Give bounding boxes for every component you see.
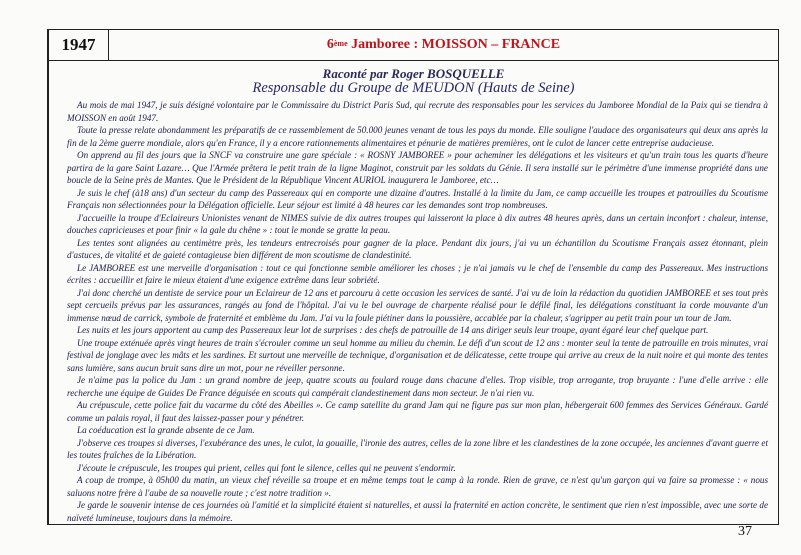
ordinal-number: 6 [326,37,334,52]
paragraph: Toute la presse relate abondamment les préparatifs de ce rassemblement de 50.000 jeunes venant de tous les pays du monde. Elle souligne l'audace des organisateurs qui deux ans après la fin de la 2ème guerre mondiale, alors qu'en France, il y a encore rationnements alimentaires et pénurie de matières premières, ont le culot de lancer cette entreprise audacieuse. [67,125,768,148]
paragraph: Je garde le souvenir intense de ces journées où l'amitié et la simplicité étaient si naturelles, et aussi la fraternité en action concrète, le sentiment que rien n'est impossible, avec une sorte de naïveté lumineuse, toujours dans la mémoire. [67,500,768,523]
page-number: 37 [738,524,752,539]
story-body [67,99,768,524]
paragraph: Les nuits et les jours apportent au camp des Passereaux leur lot de surprises : des chefs de patrouille de 14 ans diriger seuls leur troupe, ayant égaré leur chef quelque part. [77,325,709,335]
paragraph: J'accueille la troupe d'Eclaireurs Unionistes venant de NIMES suivie de dix autres troupes qui laisseront la place à dix autres 48 heures après, dans un certain inconfort : chaleur, intense, douches capricieuses et pour finir « la gale du chêne » : tout le monde se gratte la peau. [67,212,768,235]
byline: Raconté par Roger BOSQUELLE [322,66,505,81]
paragraph: J'observe ces troupes si diverses, l'exubérance des unes, le culot, la gouaille, l'ironie des autres, celles de la zone libre et les clandestines de la zone occupée, les anciennes d'avant guerre et les toutes fraîches de la Libération. [67,437,768,460]
paragraph: J'ai donc cherché un dentiste de service pour un Eclaireur de 12 ans et parcouru à cette occasion les services de santé. J'ai vu de loin la rédaction du quotidien JAMBOREE et ses tout près sept cercueils prévus par les assurances, rangés au fond de l'hôpital. J'ai vu le bel ouvrage de charpente réalisé pour le défilé final, les délégations constituant la corde mouvante d'un immense nœud de carrick, symbole de fraternité et emblème du Jam. J'ai vu la foule piétiner dans la poussière, accablée par la chaleur, s'agripper au petit train pour un tour de Jam. [67,287,768,323]
paragraph: Au crépuscule, cette police fait du vacarme du côté des Abeilles ». Ce camp satellite du grand Jam qui ne figure pas sur mon plan, hébergerait 600 femmes des Services Généraux. Gardé comme un palais royal, il faut des laissez-passer pour y pénétrer. [67,400,768,423]
paragraph: J'écoute le crépuscule, les troupes qui prient, celles qui font le silence, celles qui ne peuvent s'endormir. [77,462,456,473]
header-row [49,30,778,61]
paragraph: Une troupe exténuée après vingt heures de train s'écrouler comme un seul homme au milieu du chemin. Le défi d'un scout de 12 ans : monter seul la tente de patrouille en trois minutes, vrai festival de jonglage avec les mâts et les sardines. Et surtout une merveille de technique, d'organisation et de délicatesse, cette troupe qui arrive au creux de la nuit noire et qui monte des tentes sans lumière, sans aucun bruit sans dire un mot, pour ne réveiller personne. [67,337,768,373]
page-title [109,30,778,60]
title-text: Jamboree : MOISSON – FRANCE [347,37,561,52]
paragraph: Je suis le chef (à18 ans) d'un secteur du camp des Passereaux qui en comporte une dizaine d'autres. Installé à la limite du Jam, ce camp accueille les troupes et patrouilles du Scoutisme Français non sélectionnées pour la Délégation officielle. Leur séjour est limité à 48 heures car les demandes sont trop nombreuses. [67,187,768,210]
page-frame [47,29,779,525]
ordinal-superscript: ème [333,38,348,48]
subtitle: Responsable du Groupe de MEUDON (Hauts de Seine) [252,80,575,96]
paragraph: Au mois de mai 1947, je suis désigné volontaire par le Commissaire du District Paris Sud, qui recrute des responsables pour les services du Jamboree Mondial de la Paix qui se tiendra à MOISSON en août 1947. [67,100,768,123]
paragraph: La coéducation est la grande absente de ce Jam. [77,425,255,435]
paragraph: Les tentes sont alignées au centimètre près, les tendeurs entrecroisés pour gagner de la place. Pendant dix jours, j'ai vu un échantillon du Scoutisme Français assez étonnant, plein d'astuces, de vitalité et de gaieté contagieuse bien différent de mon scoutisme de clandestinité. [67,237,768,260]
paragraph: Le JAMBOREE est une merveille d'organisation : tout ce qui fonctionne semble améliorer les choses ; je n'ai jamais vu le chef de l'ensemble du camp des Passereaux. Mes instructions écrites : accueillir et faire le mieux étaient d'une exigence extrême dans leur sobriété. [67,262,768,285]
paragraph: On apprend au fil des jours que la SNCF va construire une gare spéciale : « ROSNY JAMBOREE » pour acheminer les délégations et les visiteurs et qu'un train tous les quarts d'heure partira de la gare Saint Lazare… Que l'Armée prêtera le petit train de la ligne Maginot, construit par les soldats du Génie. Il sera installé sur le périmètre d'une immense propriété dans une boucle de la Seine près de Mantes. Que le Président de la République Vincent AURIOL inaugurera le Jamboree, etc… [67,150,768,185]
year-cell: 1947 [49,30,109,60]
paragraph: Je n'aime pas la police du Jam : un grand nombre de jeep, quatre scouts au foulard rouge dans chacune d'elles. Trop visible, trop arrogante, trop bruyante : l'une d'elle arrive : elle recherche une équipe de Guides De France déguisée en scouts qui campérait clandestinement dans mon secteur. Je n'ai rien vu. [67,375,768,398]
paragraph: A coup de trompe, à 05h00 du matin, un vieux chef réveille sa troupe et en même temps tout le camp à la ronde. Rien de grave, ce n'est qu'un garçon qui va faire sa promesse : « nous saluons notre frère à l'aube de sa nouvelle route ; c'est notre tradition ». [67,475,768,498]
